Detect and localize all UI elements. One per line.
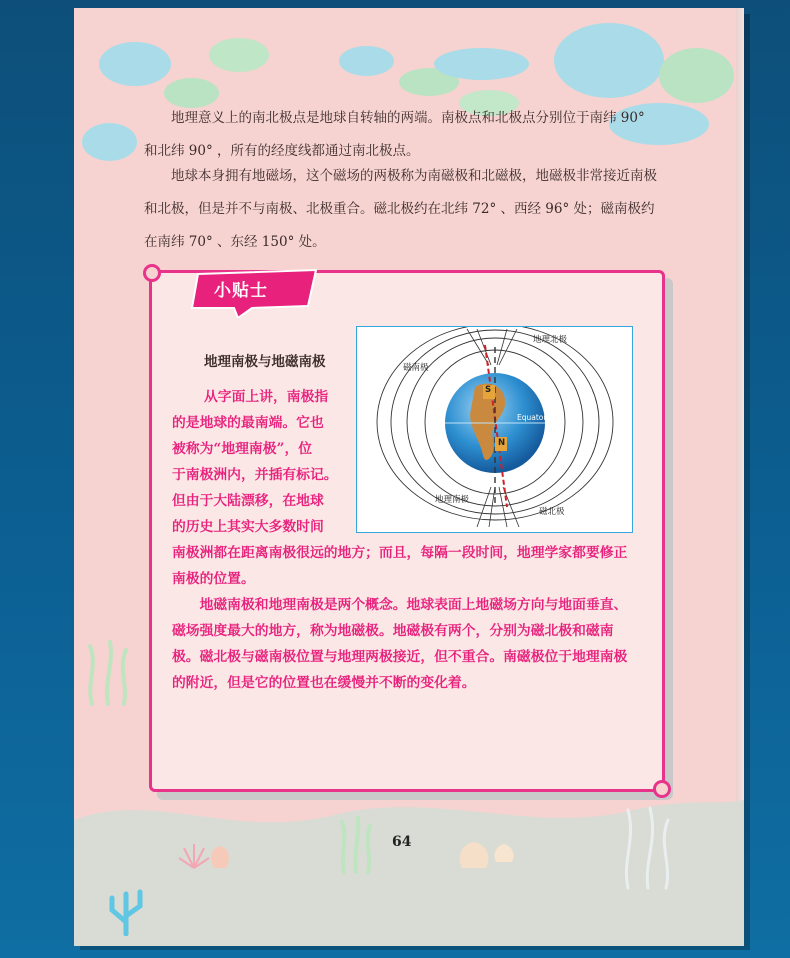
decor-blob: [434, 48, 529, 80]
book-page: [74, 8, 744, 946]
tip-para-2: 地磁南极和地理南极是两个概念。地球表面上地磁场方向与地面垂直、磁场强度最大的地方，称为地磁极。地磁极有两个，分别为磁北极和磁南极。磁北极与磁南极位置与地理两极接近，但不重合。南磁极位于地理南极的附近，但是它的位置也在缓慢并不断的变化着。: [172, 597, 628, 691]
tip-para-line: 从字面上讲，南极指: [204, 389, 329, 405]
tip-para-line: 的是地球的最南端。它也: [172, 415, 324, 431]
seaweed-icon: [614, 800, 684, 890]
decor-blob: [82, 123, 137, 161]
tip-para-rest: 南极洲都在距离南极很远的地方；而且，每隔一段时间，地理学家都要修正南极的位置。: [172, 545, 628, 587]
decor-blob: [209, 38, 269, 72]
label-mag-north: 磁北极: [539, 507, 565, 517]
label-geo-north: 地理北极: [533, 335, 568, 345]
decor-blob: [554, 23, 664, 98]
tip-para-line: 被称为“地理南极”，位: [172, 441, 313, 457]
label-S: S: [485, 385, 492, 395]
earth-magnetic-field-diagram: [357, 327, 632, 532]
shell-icon: [452, 832, 522, 872]
label-mag-south: 磁南极: [403, 363, 429, 373]
paragraph-magnetic-field: 地球本身拥有地磁场，这个磁场的两极称为南磁极和北磁极，地磁极非常接近南极和北极，但是并不与南极、北极重合。磁北极约在北纬 72° 、西经 96° 处；磁南极约在南纬 70° 、东经 150° 处。: [144, 168, 657, 250]
tip-para-line: 于南极洲内，并插有标记。: [172, 467, 338, 483]
decor-blob: [659, 48, 734, 103]
coral-icon: [102, 884, 152, 936]
tip-para-line: 的历史上其实大多数时间: [172, 519, 324, 535]
label-N: N: [498, 438, 506, 448]
decor-blob: [339, 46, 394, 76]
seaweed-icon: [80, 636, 140, 706]
tip-para-line: 但由于大陆漂移，在地球: [172, 493, 324, 509]
seaweed-icon: [332, 814, 382, 874]
label-geo-south: 地理南极: [435, 495, 470, 505]
page-number: 64: [392, 834, 412, 850]
tip-subtitle: 地理南极与地磁南极: [204, 354, 326, 370]
decor-blob: [99, 42, 171, 86]
label-equator: Equator: [517, 413, 547, 422]
tip-tag-label: 小贴士: [214, 281, 268, 301]
paragraph-poles: 地理意义上的南北极点是地球自转轴的两端。南极点和北极点分别位于南纬 90° 和北纬 90° ，所有的经度线都通过南北极点。: [144, 110, 645, 159]
coral-icon: [174, 830, 234, 870]
magnetic-field-figure: [356, 326, 633, 533]
